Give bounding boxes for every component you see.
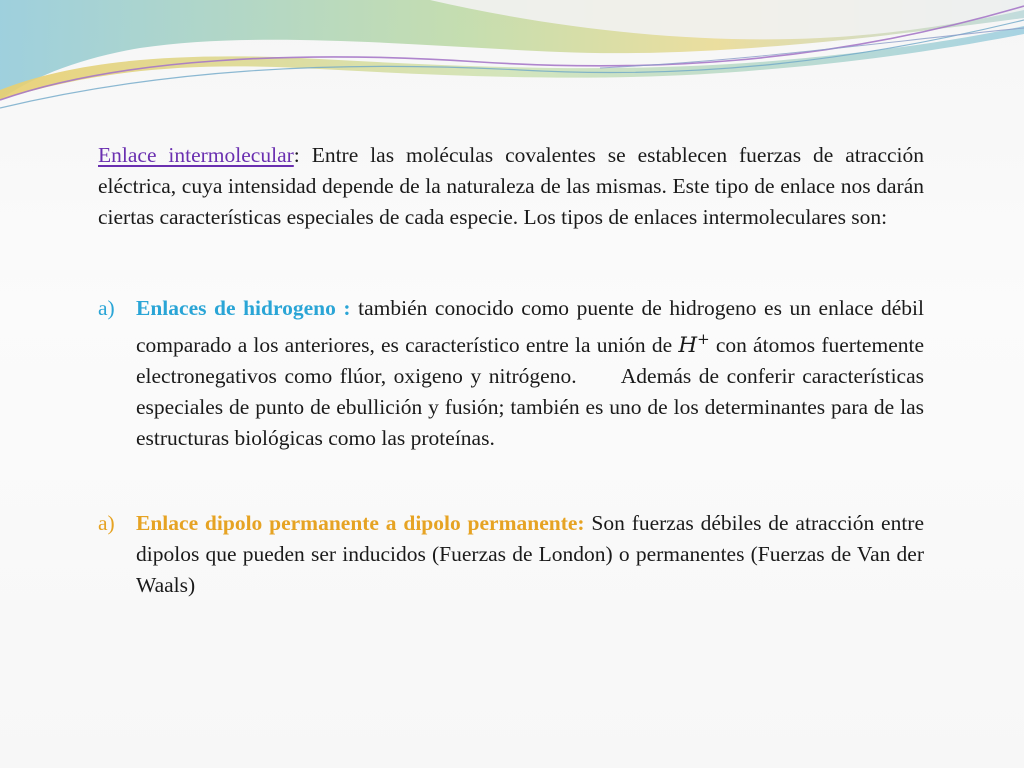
math-superscript-plus: + bbox=[697, 330, 710, 348]
item-text-after-math: con átomos fuertemente electronegativos como flúor, oxigeno y nitrógeno. Además de conferir características especiales de punto de ebullición y fusión; también es uno de los determinantes para de las estructuras biológicas como las proteínas. bbox=[136, 333, 930, 450]
slide-content bbox=[98, 140, 930, 601]
list-item-hydrogen-bonds bbox=[98, 293, 930, 454]
term-hydrogen-bonds: Enlaces de hidrogeno : bbox=[136, 296, 351, 320]
header-wave-decoration bbox=[0, 0, 1024, 120]
intro-paragraph bbox=[98, 140, 924, 233]
item-text-before-math: también conocido como puente de hidrogeno es un enlace débil comparado a los anteriores, es característico entre la unión de bbox=[136, 296, 924, 357]
list-item-body bbox=[136, 508, 924, 601]
item-text: Son fuerzas débiles de atracción entre dipolos que pueden ser inducidos (Fuerzas de London) o permanentes (Fuerzas de Van der Waals) bbox=[136, 511, 924, 597]
term-dipole-dipole: Enlace dipolo permanente a dipolo permanente: bbox=[136, 511, 585, 535]
list-marker: a) bbox=[98, 511, 115, 535]
intro-term: Enlace intermolecular bbox=[98, 143, 294, 167]
list-marker: a) bbox=[98, 296, 115, 320]
intro-text: Entre las moléculas covalentes se establecen fuerzas de atracción eléctrica, cuya intensidad depende de la naturaleza de las mismas. Este tipo de enlace nos darán ciertas características especiales de cada especie. Los tipos de enlaces intermoleculares son: bbox=[98, 143, 925, 229]
list-item-body bbox=[136, 293, 930, 454]
intro-colon: : bbox=[293, 143, 300, 167]
list-item-dipole-dipole bbox=[98, 508, 924, 601]
math-h: H bbox=[678, 333, 698, 358]
